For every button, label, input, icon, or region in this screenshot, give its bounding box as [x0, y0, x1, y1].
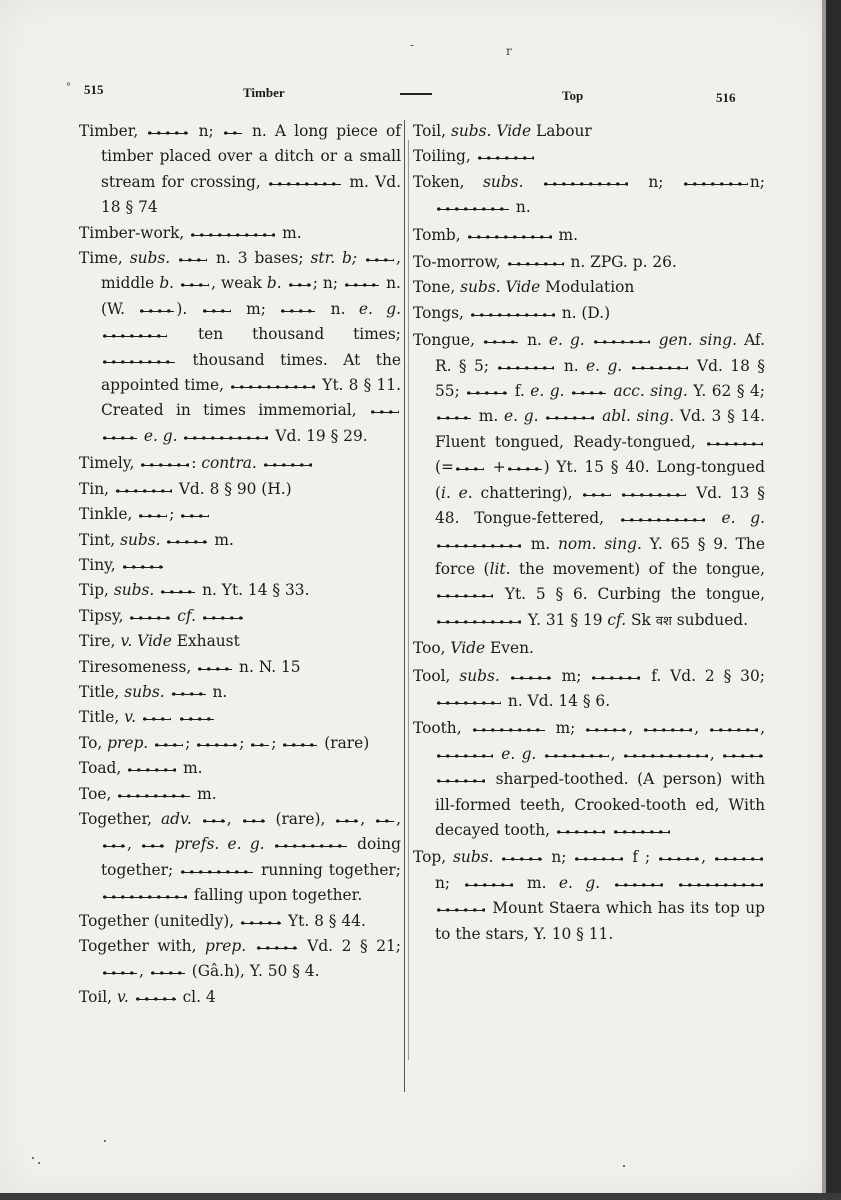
avestan-word: [467, 387, 507, 397]
entry-timber-work: Timber-work, m.: [79, 223, 302, 242]
avestan-word: [615, 879, 663, 889]
avestan-word: [103, 330, 167, 340]
avestan-word: [544, 178, 628, 188]
avestan-word: [283, 739, 317, 749]
avestan-word: [456, 463, 484, 473]
avestan-word: [139, 510, 167, 520]
entry-time: Time, subs. n. 3 bases; str. b; , middle b. , weak b. ; n; n. (W. ). m; n. e. g. ten thousand times; thousand times. At the appointed time, Yt. 8 § 11. Created in times immemorial, e. g. Vd. 19 § 29.: [79, 249, 401, 445]
entry-title-subs: Title, subs. n.: [79, 682, 228, 701]
avestan-word: [679, 879, 763, 889]
avestan-word: [148, 127, 188, 137]
header-dash: [400, 93, 432, 95]
avestan-word: [723, 750, 763, 760]
avestan-word: [376, 815, 394, 825]
avestan-word: [203, 612, 243, 622]
entry-together-unitedly: Together (unitedly), Yt. 8 § 44.: [79, 911, 366, 930]
avestan-word: [128, 764, 176, 774]
entry-timber: Timber, n; n. A long piece of timber placed over a ditch or a small stream for crossing, m. Vd. 18 § 74: [79, 122, 401, 217]
entry-together: Together, adv. , (rare), , , , prefs. e. g. doing together; running together; falling upon together.: [79, 809, 401, 905]
avestan-word: [345, 279, 379, 289]
avestan-word: [644, 724, 692, 734]
avestan-word: [624, 750, 708, 760]
avestan-word: [614, 826, 670, 836]
avestan-word: [498, 362, 554, 372]
avestan-word: [508, 463, 542, 473]
entry-tool: Tool, subs. m; f. Vd. 2 § 30; n. Vd. 14 § 6.: [413, 666, 765, 710]
entry-top: Top, subs. n; f ; , n; m. e. g. Mount Staera which has its top up to the stars, Y. 10 § 11.: [413, 848, 765, 943]
avestan-word: [632, 362, 688, 372]
avestan-word: [592, 672, 640, 682]
entry-title-verb: Title, v.: [79, 705, 401, 730]
entry-tin: Tin, Vd. 8 § 90 (H.): [79, 479, 292, 498]
avestan-word: [437, 590, 493, 600]
avestan-word: [572, 387, 606, 397]
headword-left: Timber: [243, 85, 285, 100]
page-number-right: 516: [716, 90, 736, 105]
avestan-word: [161, 586, 195, 596]
avestan-word: [471, 309, 555, 319]
avestan-word: [622, 489, 686, 499]
avestan-word: [257, 942, 297, 952]
avestan-word: [684, 178, 748, 188]
entry-toe: Toe, m.: [79, 784, 217, 803]
avestan-word: [180, 713, 214, 723]
avestan-word: [130, 612, 170, 622]
entry-tiny: Tiny,: [79, 553, 401, 578]
entry-tomorrow: To-morrow, n. ZPG. p. 26.: [413, 253, 677, 272]
avestan-word: [502, 853, 542, 863]
entry-tongue: Tongue, n. e. g. gen. sing. Af. R. § 5; n. e. g. Vd. 18 § 55; f. e. g. acc. sing. Y. 62 § 4; m. e. g. abl. sing. Vd. 3 § 14. Fluent tongued, Ready-tongued, (= + ) Yt. 15 § 40. Long-tongued (i. e. chattering), Vd. 13 § 48. Tongue-fettered, e. g. m. nom. sing. Y. 65 § 9. The force (lit. the movement) of the tongue, Yt. 5 § 6. Curbing the tongue, Y. 31 § 19 cf. Sk वश subdued.: [413, 331, 765, 629]
avestan-word: [241, 917, 281, 927]
avestan-word: [181, 510, 209, 520]
running-header: [60, 78, 760, 108]
entry-toil-verb: Toil, v. cl. 4: [79, 987, 216, 1006]
entry-tone: Tone, subs. Vide Modulation: [413, 278, 635, 297]
entry-together-with: Together with, prep. Vd. 2 § 21; , (Gâ.h), Y. 50 § 4.: [79, 937, 401, 981]
entry-tint: Tint, subs. m.: [79, 530, 234, 549]
avestan-word: [437, 904, 485, 914]
entry-tinkle: Tinkle, ;: [79, 502, 401, 527]
avestan-word: [203, 305, 231, 315]
top-mark-dash: -: [410, 38, 415, 52]
avestan-word: [659, 853, 699, 863]
ink-speck: [32, 1157, 34, 1159]
ink-speck: [38, 1162, 40, 1164]
page-number-left: 515: [84, 82, 104, 97]
avestan-word: [465, 879, 513, 889]
avestan-word: [586, 724, 626, 734]
avestan-word: [281, 305, 315, 315]
avestan-word: [141, 459, 189, 469]
entry-tongs: Tongs, n. (D.): [413, 303, 611, 322]
column-rule-shadow: [408, 140, 409, 1060]
avestan-word: [715, 853, 763, 863]
avestan-word: [437, 750, 493, 760]
avestan-word: [103, 432, 137, 442]
avestan-word: [197, 739, 237, 749]
avestan-word: [181, 866, 253, 876]
entry-tire: Tire, v. Vide Exhaust: [79, 632, 240, 651]
avestan-word: [224, 127, 242, 137]
entry-toil-subs: Toil, subs. Vide Labour: [413, 122, 592, 140]
entry-tooth: Tooth, m; , , , e. g. , , sharped-toothed. (A person) with ill-formed teeth, Crooked-tooth ed, With decayed tooth,: [413, 719, 765, 839]
avestan-word: [179, 254, 207, 264]
avestan-word: [478, 152, 534, 162]
entry-tomb: Tomb, m.: [413, 225, 578, 244]
avestan-word: [167, 536, 207, 546]
entry-tip: Tip, subs. n. Yt. 14 § 33.: [79, 581, 310, 600]
bottom-edge-shadow: [0, 1193, 841, 1200]
top-mark: r: [506, 44, 512, 58]
ink-speck: [104, 1140, 106, 1142]
avestan-word: [575, 853, 623, 863]
entry-too: Too, Vide Even.: [413, 639, 534, 658]
entry-tiresomeness: Tiresomeness, n. N. 15: [79, 657, 301, 676]
avestan-word: [103, 356, 175, 366]
book-edge-shadow: [826, 0, 841, 1200]
avestan-word: [508, 258, 564, 268]
avestan-word: [437, 697, 501, 707]
entry-tipsy: Tipsy, cf.: [79, 604, 401, 629]
avestan-word: [243, 815, 265, 825]
avestan-word: [366, 254, 394, 264]
avestan-word: [198, 663, 232, 673]
headword: Timber,: [79, 122, 139, 140]
avestan-word: [103, 967, 137, 977]
entry-token: Token, subs. n; n; n.: [413, 172, 765, 217]
avestan-word: [545, 750, 609, 760]
sanskrit-word: वश: [655, 613, 672, 629]
avestan-word: [184, 432, 268, 442]
avestan-word: [269, 178, 341, 188]
entry-toad: Toad, m.: [79, 759, 203, 778]
right-column: [413, 119, 765, 947]
avestan-word: [172, 688, 206, 698]
column-rule: [404, 120, 405, 1092]
avestan-word: [437, 540, 521, 550]
avestan-word: [473, 724, 545, 734]
entry-to: To, prep. ; ; ; (rare): [79, 733, 370, 752]
avestan-word: [181, 279, 209, 289]
avestan-word: [136, 993, 176, 1003]
avestan-word: [116, 485, 172, 495]
avestan-word: [118, 790, 190, 800]
avestan-word: [621, 514, 705, 524]
avestan-word: [336, 815, 358, 825]
avestan-word: [203, 815, 225, 825]
avestan-word: [151, 967, 185, 977]
avestan-word: [707, 438, 763, 448]
corner-mark: °: [66, 82, 71, 93]
entry-toiling: Toiling,: [413, 144, 765, 169]
avestan-word: [103, 840, 125, 850]
avestan-word: [264, 459, 312, 469]
avestan-word: [594, 336, 650, 346]
avestan-word: [231, 381, 315, 391]
avestan-word: [437, 775, 485, 785]
avestan-word: [191, 229, 275, 239]
avestan-word: [468, 231, 552, 241]
avestan-word: [103, 891, 187, 901]
avestan-word: [437, 203, 509, 213]
avestan-word: [142, 840, 164, 850]
avestan-word: [123, 561, 163, 571]
left-column: [79, 119, 401, 1010]
avestan-word: [484, 336, 518, 346]
avestan-word: [437, 412, 471, 422]
avestan-word: [251, 739, 269, 749]
avestan-word: [511, 672, 551, 682]
avestan-word: [546, 412, 594, 422]
avestan-word: [143, 713, 171, 723]
ink-speck: [623, 1165, 625, 1167]
avestan-word: [371, 406, 399, 416]
headword-right: Top: [562, 88, 584, 103]
avestan-word: [710, 724, 758, 734]
avestan-word: [289, 279, 311, 289]
avestan-word: [437, 616, 521, 626]
avestan-word: [583, 489, 611, 499]
avestan-word: [155, 739, 183, 749]
entry-timely: Timely, : contra.: [79, 451, 401, 476]
avestan-word: [275, 840, 347, 850]
avestan-word: [557, 826, 605, 836]
avestan-word: [140, 305, 174, 315]
